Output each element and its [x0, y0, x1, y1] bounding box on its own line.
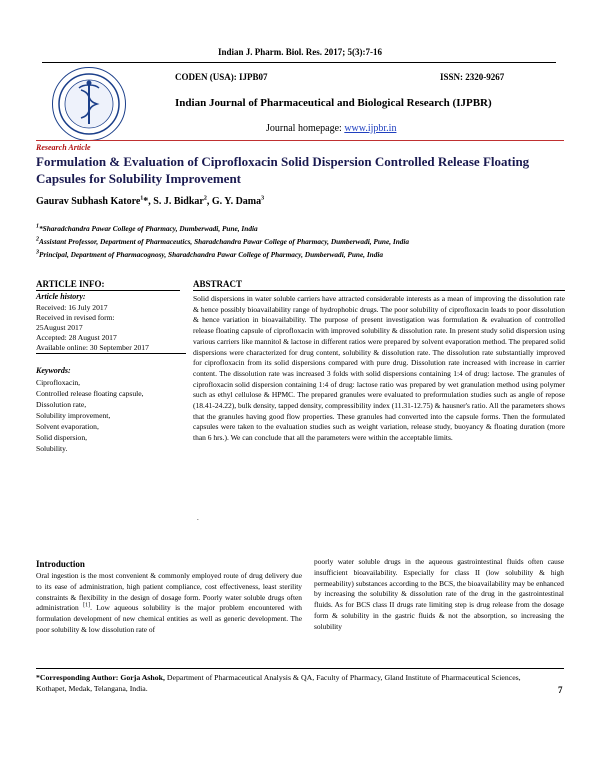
page-number: 7 — [558, 685, 563, 695]
title-rule — [36, 140, 564, 141]
author-list — [36, 196, 264, 207]
keywords-heading: Keywords: — [36, 366, 71, 375]
keyword: Solubility improvement, — [36, 411, 111, 420]
keyword: Controlled release floating capsule, — [36, 389, 144, 398]
author-mark: 2 — [203, 195, 207, 202]
history-line: Accepted: 28 August 2017 — [36, 333, 117, 342]
abstract-heading: ABSTRACT — [193, 279, 565, 291]
affiliation-text: *Sharadchandra Pawar College of Pharmacy, Dumberwadi, Pune, India — [39, 224, 258, 233]
journal-homepage — [266, 123, 396, 134]
corresponding-label: *Corresponding Author: Gorja Ashok, — [36, 673, 165, 682]
history-line: Available online: 30 September 2017 — [36, 343, 186, 354]
journal-logo — [52, 67, 126, 141]
affiliation-mark: 2 — [36, 236, 39, 243]
keyword: Ciprofloxacin, — [36, 378, 81, 387]
affiliation — [36, 237, 409, 246]
author-name: S. J. Bidkar — [153, 196, 204, 207]
abstract-end-mark: . — [197, 514, 199, 522]
intro-text: Oral ingestion is the most convenient & commonly employed route of drug delivery due to its ease of administration, high patient compliance, cost effectiveness, least sterility constraints & flexibility in the design of dosage form. Poorly water soluble drugs often administration — [36, 571, 302, 613]
running-header: Indian J. Pharm. Biol. Res. 2017; 5(3):7-16 — [218, 47, 382, 57]
homepage-link[interactable]: www.ijpbr.in — [344, 123, 397, 134]
caduceus-icon — [53, 68, 125, 140]
paper-title: Formulation & Evaluation of Ciprofloxacin Solid Dispersion Controlled Release Floating Capsules for Solubility Improvement — [36, 154, 530, 186]
history-line: Received in revised form: — [36, 313, 115, 322]
coden: CODEN (USA): IJPB07 — [175, 72, 268, 82]
corresponding-text: Department of Pharmaceutical Analysis & QA, Faculty of Pharmacy, Gland Institute of Pharmaceutical Sciences, Kothapet, Medak, Telangana, India. — [36, 673, 521, 693]
history-line: Received: 16 July 2017 — [36, 303, 108, 312]
footnote-rule — [36, 668, 564, 669]
introduction-heading: Introduction — [36, 559, 85, 569]
history-line: 25August 2017 — [36, 323, 83, 332]
affiliation — [36, 224, 258, 233]
affiliation-mark: 1 — [36, 223, 39, 230]
author-mark: 3 — [261, 195, 265, 202]
issn: ISSN: 2320-9267 — [440, 72, 505, 82]
corresponding-author — [36, 672, 541, 694]
affiliation-text: Assistant Professor, Department of Pharmaceutics, Sharadchandra Pawar College of Pharmacy, Dumberwadi, Pune, India — [39, 237, 410, 246]
author-sep: , — [206, 196, 212, 207]
history-heading: Article history: — [36, 292, 86, 301]
author-name: Gaurav Subhash Katore — [36, 196, 141, 207]
keyword: Dissolution rate, — [36, 400, 87, 409]
intro-text: . Low aqueous solubility is the major problem encountered with formulation development of new chemical entities as well as generic development. The poor solubility & low dissolution rate of — [36, 603, 303, 634]
affiliation-mark: 3 — [36, 249, 39, 256]
keyword: Solid dispersion, — [36, 433, 88, 442]
article-type: Research Article — [36, 143, 91, 152]
keyword: Solubility. — [36, 444, 68, 453]
affiliation — [36, 250, 383, 259]
affiliation-text: Principal, Department of Pharmacognosy, Sharadchandra Pawar College of Pharmacy, Dumberwadi, Pune, India — [39, 250, 384, 259]
introduction-right-column: poorly water soluble drugs in the aqueous gastrointestinal fluids often cause insufficient bioavailability. Especially for class II (low solubility & high permeability) substances according to the BCS, the bioavailability may be enhanced by increasing the solubility & dissolution rate of the drug in the gastrointestinal fluids. As for BCS class II drugs rate limiting step is drug release from the dosage form & solubility in the gastric fluids & not the absorption, so increasing the solubility — [314, 557, 564, 631]
citation-ref[interactable]: [1] — [83, 602, 91, 609]
journal-name: Indian Journal of Pharmaceutical and Biological Research (IJPBR) — [175, 97, 492, 109]
abstract-body: Solid dispersions in water soluble carriers have attracted considerable interests as a mean of improving the dissolution rate & hence possibly bioavailability range of hydrophobic drugs. The poor solubility of ciprofloxacin leads to poor dissolution & hence variation in bioavailability. The purpose of present investigation was formulation & evaluation of controlled release floating capsule of ciprofloxacin with improved solubility & dissolution rate. In present study solid dispersion using various carriers like mannitol & lactose in different ratios were prepared by solvent evaporation method. The prepared solid dispersions were characterized for drug content, solubility & dissolution rate. The dissolution rate substantially improved for ciprofloxacin from its solid dispersions compared with pure drug. Dissolution rate increased with increase in carrier content. The dissolution rate was increased 3 folds with solid dispersions containing 1:4 of drug: lactose. The granules of ciprofloxacin solid dispersion containing 1:4 of drug: lactose ratio was prepared by wet granulation method using polymer such as ethyl cellulose & HPMC. The prepared granules were evaluated to preformulation studies such as angle of repose (18.41-24.22), bulk density, tapped density, compressibility index (11.31-12.75) & hausner's ratio. All the parameters shows that the granules having good flow properties. These granules had converted into the capsule forms. Then the formulated capsules were taken to the evaluation studies such as weight variation, release study, buoyancy & floating duration (more than 6 hrs.). We can conclude that all the parameters were within the acceptable limits. — [193, 294, 565, 443]
author-name: G. Y. Dama — [211, 196, 262, 207]
article-info-heading: ARTICLE INFO: — [36, 279, 180, 291]
homepage-label: Journal homepage: — [266, 123, 342, 134]
header-rule — [42, 62, 556, 63]
keyword: Solvent evaporation, — [36, 422, 99, 431]
introduction-left-column — [36, 571, 302, 636]
author-mark: 1 — [140, 195, 144, 202]
author-sep: *, — [143, 196, 154, 207]
